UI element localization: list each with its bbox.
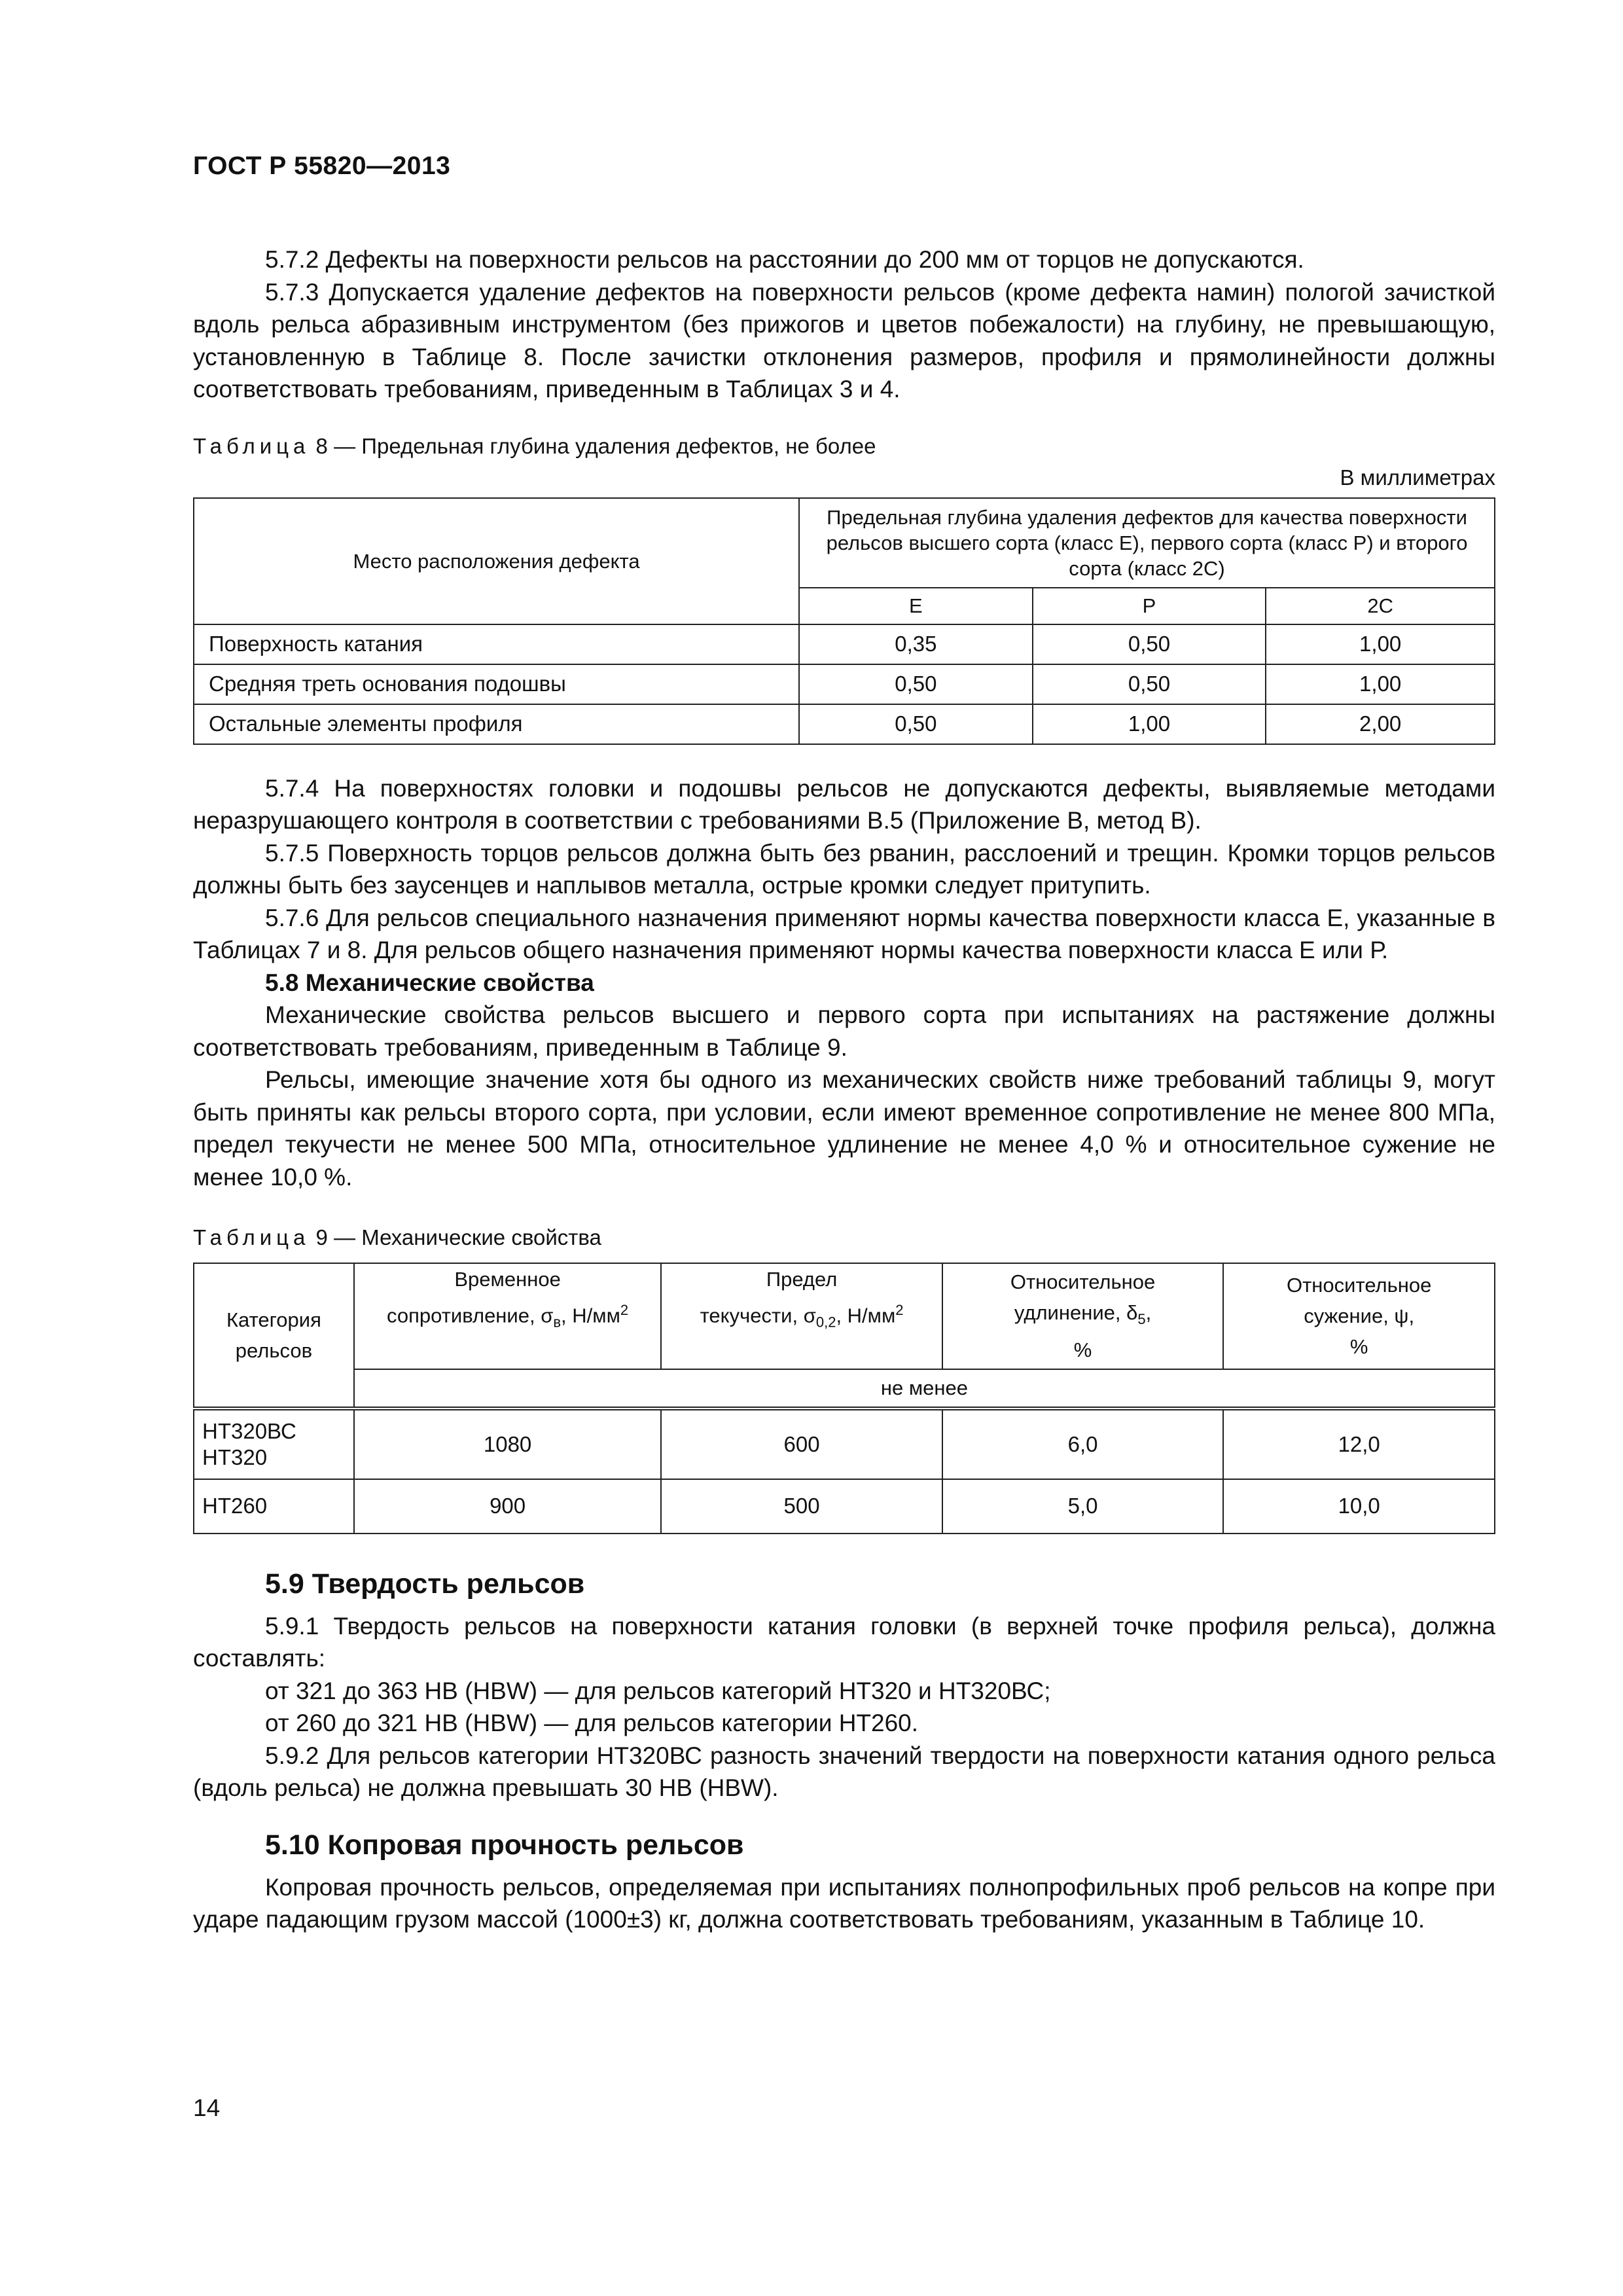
table-8-caption-text: 8 — Предельная глубина удаления дефектов, не более (310, 433, 876, 458)
table-9-category: НТ320ВС (202, 1418, 296, 1443)
clause-5-9-2: 5.9.2 Для рельсов категории НТ320ВС разность значений твердости на поверхности катания одного рельса (вдоль рельса) не должна превышать 30 НВ (HBW). (193, 1742, 1495, 1802)
table-9-category: НТ320 (202, 1444, 268, 1469)
table-8-cell: 0,50 (799, 664, 1033, 704)
table-9-cell: 600 (661, 1408, 942, 1479)
table-9-header-yield: Предел текучести, $\sigma_{0,2}$, $Н/мм^2$ (661, 1263, 942, 1369)
clause-5-9-1: 5.9.1 Твердость рельсов на поверхности катания головки (в верхней точке профиля рельса), должна составлять: (193, 1612, 1495, 1672)
table-row (194, 624, 1495, 664)
table-9-caption-word: Таблица (193, 1225, 310, 1249)
clause-5-9-1-item-2: от 260 до 321 НВ (HBW) — для рельсов категории НТ260. (265, 1710, 919, 1737)
table-9-not-less: не менее (354, 1369, 1495, 1408)
document-code: ГОСТ Р 55820—2013 (193, 152, 451, 180)
section-5-10-para: Копровая прочность рельсов, определяемая при испытаниях полнопрофильных проб рельсов на копре при ударе падающим грузом массой (1000±3) кг, должна соответствовать требованиям, указанным в Таблице 10. (193, 1873, 1495, 1933)
table-9-cell: 1080 (354, 1408, 662, 1479)
table-8-cell: 0,50 (1033, 664, 1266, 704)
table-9 (193, 1263, 1495, 1534)
section-5-8-heading: 5.8 Механические свойства (265, 969, 594, 996)
table-9-cell: 6,0 (942, 1408, 1224, 1479)
clause-5-7-4: 5.7.4 На поверхностях головки и подошвы рельсов не допускаются дефекты, выявляемые методами неразрушающего контроля в соответствии с требованиями В.5 (Приложение В, метод В). (193, 774, 1495, 834)
table-row (194, 704, 1495, 744)
table-8 (193, 497, 1495, 745)
table-8-header-place: Место расположения дефекта (194, 498, 799, 624)
table-9-header-category: Категория рельсов (194, 1263, 354, 1408)
clause-5-7-2: 5.7.2 Дефекты на поверхности рельсов на расстоянии до 200 мм от торцов не допускаются. (265, 246, 1304, 273)
table-8-cell: 0,35 (799, 624, 1033, 664)
page-content (193, 243, 1495, 1936)
page-number: 14 (193, 2094, 221, 2121)
table-row (194, 664, 1495, 704)
table-8-cell: 0,50 (1033, 624, 1266, 664)
table-8-class-header: Е (799, 588, 1033, 624)
table-8-class-header: 2С (1266, 588, 1495, 624)
table-9-cell: 5,0 (942, 1479, 1224, 1534)
table-9-cell: 500 (661, 1479, 942, 1534)
clause-5-9-1-item-1: от 321 до 363 НВ (HBW) — для рельсов категорий НТ320 и НТ320ВС; (265, 1677, 1051, 1704)
section-5-9-heading: 5.9 Твердость рельсов (265, 1568, 585, 1600)
clause-5-7-5: 5.7.5 Поверхность торцов рельсов должна быть без рванин, расслоений и трещин. Кромки торцов рельсов должны быть без заусенцев и наплывов металла, острые кромки следует притупить. (193, 839, 1495, 899)
table-8-cell: 1,00 (1266, 664, 1495, 704)
table-9-cell: 12,0 (1223, 1408, 1495, 1479)
table-9-caption (193, 1222, 1495, 1253)
table-8-cell: 1,00 (1266, 624, 1495, 664)
table-9-cell: 10,0 (1223, 1479, 1495, 1534)
table-8-caption (193, 431, 1495, 462)
table-9-header-reduction: Относительное сужение, ψ, % (1223, 1263, 1495, 1369)
table-9-caption-text: 9 — Механические свойства (310, 1225, 601, 1249)
table-8-unit: В миллиметрах (1340, 465, 1495, 490)
table-8-caption-word: Таблица (193, 433, 310, 458)
table-8-cell: 0,50 (799, 704, 1033, 744)
table-row (194, 1408, 1495, 1479)
table-9-category: НТ260 (202, 1494, 268, 1518)
table-8-row-label: Средняя треть основания подошвы (194, 664, 799, 704)
table-8-cell: 2,00 (1266, 704, 1495, 744)
section-5-8-para-1: Механические свойства рельсов высшего и первого сорта при испытаниях на растяжение должны соответствовать требованиям, приведенным в Таблице 9. (193, 1001, 1495, 1061)
clause-5-7-6: 5.7.6 Для рельсов специального назначения применяют нормы качества поверхности класса Е, указанные в Таблицах 7 и 8. Для рельсов общего назначения применяют нормы качества поверхности класса Е или Р. (193, 904, 1495, 963)
table-8-class-header: Р (1033, 588, 1266, 624)
table-row (194, 1479, 1495, 1534)
table-9-category-cell (194, 1479, 354, 1534)
table-9-header-elongation: Относительное удлинение, $\delta_5$, % (942, 1263, 1224, 1369)
section-5-10-heading: 5.10 Копровая прочность рельсов (265, 1829, 744, 1861)
table-9-header-tensile: Временное сопротивление, $\sigma_в$, $Н/мм^2$ (354, 1263, 662, 1369)
table-8-row-label: Остальные элементы профиля (194, 704, 799, 744)
table-8-cell: 1,00 (1033, 704, 1266, 744)
table-9-category-cell (194, 1408, 354, 1479)
section-5-8-para-2: Рельсы, имеющие значение хотя бы одного из механических свойств ниже требований таблицы 9, могут быть приняты как рельсы второго сорта, при условии, если имеют временное сопротивление не менее 800 МПа, предел текучести не менее 500 МПа, относительное удлинение не менее 4,0 % и относительное сужение не менее 10,0 %. (193, 1066, 1495, 1191)
table-9-cell: 900 (354, 1479, 662, 1534)
table-8-header-depth: Предельная глубина удаления дефектов для качества поверхности рельсов высшего сорта (класс Е), первого сорта (класс Р) и второго сорта (класс 2С) (799, 498, 1495, 588)
table-8-row-label: Поверхность катания (194, 624, 799, 664)
clause-5-7-3: 5.7.3 Допускается удаление дефектов на поверхности рельсов (кроме дефекта намин) пологой зачисткой вдоль рельса абразивным инструментом (без прижогов и цветов побежалости) на глубину, не превышающую, установленную в Таблице 8. После зачистки отклонения размеров, профиля и прямолинейности должны соответствовать требованиям, приведенным в Таблицах 3 и 4. (193, 278, 1495, 403)
